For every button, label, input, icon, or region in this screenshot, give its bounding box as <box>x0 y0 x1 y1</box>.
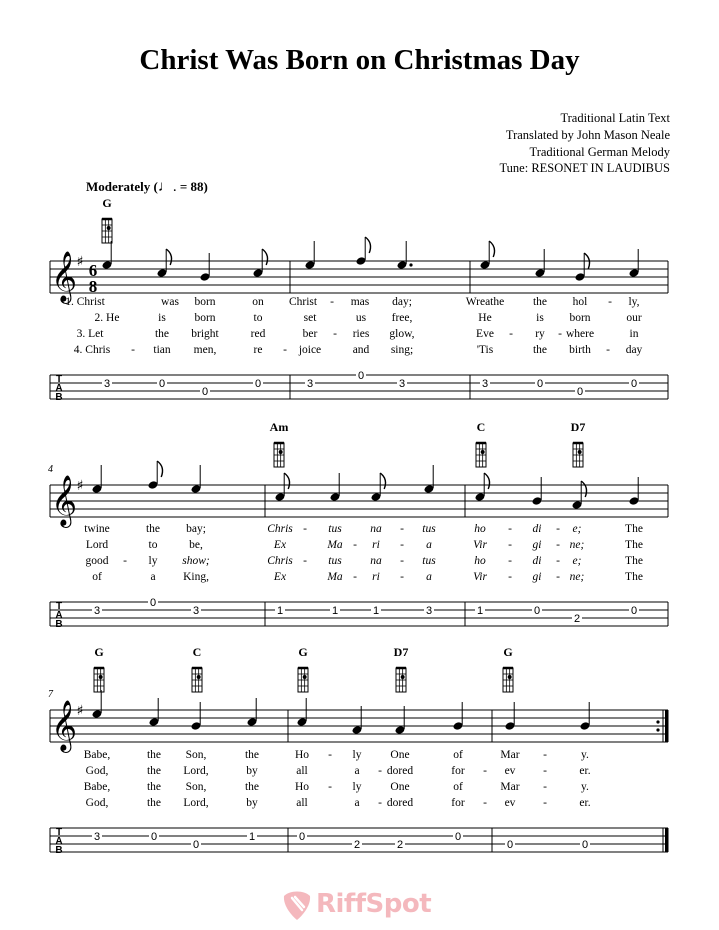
note-flag <box>489 241 494 257</box>
tab-fret-number: 2 <box>396 839 404 851</box>
lyric-syllable: Ma <box>327 539 343 551</box>
lyric-syllable: ne; <box>569 539 585 551</box>
chord-finger-dot <box>99 675 103 679</box>
lyric-syllable: good <box>85 555 109 567</box>
lyric-syllable: day <box>625 344 643 356</box>
lyric-syllable: the <box>532 296 548 308</box>
note-flag <box>581 481 586 497</box>
tab-fret-number: 0 <box>630 605 638 617</box>
tab-clef-letter: T <box>55 827 63 838</box>
lyric-syllable: - <box>543 765 547 777</box>
lyric-syllable: - <box>508 539 512 551</box>
lyric-syllable: God, <box>85 797 109 809</box>
lyric-syllable: 'Tis <box>476 344 494 356</box>
lyric-syllable: God, <box>85 765 109 777</box>
tab-fret-number: 0 <box>254 378 262 390</box>
lyric-syllable: - <box>508 523 512 535</box>
lyric-syllable: a <box>150 571 156 583</box>
lyric-syllable: King, <box>183 571 209 583</box>
lyric-syllable: - <box>543 781 547 793</box>
lyric-syllable: He <box>478 312 492 324</box>
lyric-syllable: joice <box>298 344 322 356</box>
lyric-syllable: of <box>453 781 463 793</box>
lyric-syllable: born <box>194 296 216 308</box>
treble-clef-icon: 𝄞 <box>50 251 78 302</box>
chord-diagram-c <box>192 645 202 692</box>
chord-name: G <box>102 196 112 210</box>
chord-diagram-g <box>503 645 513 692</box>
lyric-syllable: bright <box>191 328 219 340</box>
lyric-syllable: - <box>606 344 610 356</box>
lyric-syllable: - <box>378 797 382 809</box>
logo-text: RiffSpot <box>316 889 432 919</box>
lyric-syllable: - <box>123 555 127 567</box>
lyric-syllable: tus <box>422 555 436 567</box>
lyric-syllable: Ma <box>327 571 343 583</box>
lyric-syllable: na <box>370 555 382 567</box>
tab-fret-number: 3 <box>93 831 101 843</box>
lyric-syllable: set <box>303 312 317 324</box>
lyric-syllable: Chris <box>267 555 293 567</box>
lyric-syllable: glow, <box>389 328 415 340</box>
lyric-syllable: of <box>453 749 463 761</box>
lyric-syllable: One <box>390 781 410 793</box>
lyric-syllable: to <box>253 312 263 324</box>
chord-finger-dot <box>578 450 582 454</box>
credit-melody: Traditional German Melody <box>529 145 670 159</box>
chord-diagram-g <box>298 645 308 692</box>
dotted-quarter-note-icon: ♩. <box>157 179 177 195</box>
tab-fret-number: 3 <box>192 605 200 617</box>
lyric-syllable: - <box>303 523 307 535</box>
note-flag <box>262 249 267 265</box>
lyric-syllable: Son, <box>185 781 207 793</box>
key-sharp-icon: ♯ <box>76 703 84 719</box>
lyric-syllable: er. <box>579 765 591 777</box>
lyric-syllable: - <box>543 797 547 809</box>
lyric-syllable: by <box>246 797 258 809</box>
chord-name: G <box>503 645 513 659</box>
tab-clef-letter: B <box>55 845 63 856</box>
lyric-syllable: 4. Chris <box>73 344 111 356</box>
lyric-syllable: the <box>146 765 162 777</box>
lyric-syllable: us <box>355 312 367 324</box>
tab-fret-number: 0 <box>536 378 544 390</box>
credit-tune: Tune: RESONET IN LAUDIBUS <box>499 161 670 175</box>
tab-fret-number: 1 <box>331 605 339 617</box>
lyric-syllable: - <box>483 797 487 809</box>
lyric-syllable: is <box>158 312 166 324</box>
chord-name: D7 <box>393 645 409 659</box>
chord-name: C <box>192 645 202 659</box>
tab-clef-letter: A <box>55 610 63 621</box>
lyric-syllable: The <box>625 523 643 535</box>
lyric-syllable: sing; <box>390 344 414 356</box>
lyric-syllable: - <box>330 296 334 308</box>
lyric-syllable: ev <box>504 765 516 777</box>
tab-fret-number: 0 <box>150 831 158 843</box>
lyric-syllable: - <box>353 539 357 551</box>
lyric-syllable: Eve <box>476 328 494 340</box>
lyric-syllable: - <box>400 555 404 567</box>
note-flag <box>157 461 162 477</box>
lyric-syllable: born <box>569 312 591 324</box>
lyric-syllable: The <box>625 539 643 551</box>
lyric-syllable: - <box>556 571 560 583</box>
lyric-syllable: Lord <box>85 539 109 551</box>
note-flag <box>484 473 489 489</box>
lyric-syllable: ho <box>474 555 486 567</box>
lyric-syllable: a <box>354 797 360 809</box>
tab-fret-number: 0 <box>192 839 200 851</box>
lyric-syllable: hol <box>572 296 588 308</box>
note-dot <box>409 263 412 266</box>
lyric-syllable: ber <box>302 328 318 340</box>
tab-fret-number: 0 <box>149 597 157 609</box>
lyric-syllable: e; <box>572 555 582 567</box>
chord-name: Am <box>269 420 289 434</box>
tempo-label: Moderately <box>86 179 151 194</box>
lyric-syllable: the <box>145 523 161 535</box>
tab-clef-letter: A <box>55 836 63 847</box>
lyric-syllable: er. <box>579 797 591 809</box>
credit-text: Traditional Latin Text <box>560 111 670 125</box>
chord-finger-dot <box>508 675 512 679</box>
tab-fret-number: 3 <box>103 378 111 390</box>
measure-number: 4 <box>48 464 53 475</box>
lyric-syllable: - <box>608 296 612 308</box>
tab-clef-letter: A <box>55 383 63 394</box>
tab-fret-number: 0 <box>581 839 589 851</box>
lyric-syllable: Babe, <box>83 781 111 793</box>
tab-fret-number: 3 <box>398 378 406 390</box>
lyric-syllable: by <box>246 765 258 777</box>
lyric-syllable: be, <box>189 539 203 551</box>
tab-fret-number: 2 <box>353 839 361 851</box>
lyric-syllable: tian <box>153 344 171 356</box>
lyric-syllable: birth <box>569 344 591 356</box>
key-sharp-icon: ♯ <box>76 254 84 270</box>
tab-fret-number: 1 <box>248 831 256 843</box>
chord-diagram-c <box>476 420 486 467</box>
tab-fret-number: 1 <box>476 605 484 617</box>
chord-finger-dot <box>481 450 485 454</box>
lyric-syllable: Mar <box>500 781 520 793</box>
time-signature-bottom: 8 <box>88 277 98 296</box>
lyric-syllable: tus <box>422 523 436 535</box>
lyric-syllable: was <box>161 296 179 308</box>
lyric-syllable: our <box>626 312 642 324</box>
chord-name: G <box>298 645 308 659</box>
lyric-syllable: Vir <box>473 539 487 551</box>
tab-fret-number: 0 <box>158 378 166 390</box>
lyric-syllable: Ho <box>294 749 310 761</box>
lyric-syllable: 3. Let <box>76 328 104 340</box>
lyric-syllable: Lord, <box>183 797 209 809</box>
tab-fret-number: 0 <box>201 386 209 398</box>
lyric-syllable: - <box>303 555 307 567</box>
lyric-syllable: - <box>556 555 560 567</box>
lyric-syllable: - <box>400 571 404 583</box>
lyric-syllable: all <box>296 765 308 777</box>
lyric-syllable: One <box>390 749 410 761</box>
chord-finger-dot <box>401 675 405 679</box>
lyric-syllable: y. <box>581 781 589 793</box>
chord-finger-dot <box>279 450 283 454</box>
lyric-syllable: - <box>558 328 562 340</box>
lyric-syllable: re <box>253 344 263 356</box>
lyric-syllable: na <box>370 523 382 535</box>
chord-name: D7 <box>570 420 586 434</box>
tab-fret-number: 0 <box>576 386 584 398</box>
lyric-syllable: a <box>354 765 360 777</box>
lyric-syllable: ly <box>148 555 158 567</box>
lyric-syllable: the <box>146 797 162 809</box>
lyric-syllable: born <box>194 312 216 324</box>
note-flag <box>365 237 370 253</box>
lyric-syllable: twine <box>84 523 110 535</box>
tab-fret-number: 0 <box>357 370 365 382</box>
tab-clef-letter: B <box>55 392 63 403</box>
tab-clef-letter: B <box>55 619 63 630</box>
tab-fret-number: 1 <box>372 605 380 617</box>
lyric-syllable: e; <box>572 523 582 535</box>
lyric-syllable: Christ <box>288 296 318 308</box>
lyric-syllable: ly <box>352 781 362 793</box>
lyric-syllable: - <box>543 749 547 761</box>
lyric-syllable: ly <box>352 749 362 761</box>
lyric-syllable: mas <box>350 296 370 308</box>
lyric-syllable: 2. He <box>94 312 120 324</box>
lyric-syllable: dored <box>386 797 414 809</box>
lyric-syllable: the <box>244 781 260 793</box>
lyric-syllable: - <box>400 539 404 551</box>
lyric-syllable: Son, <box>185 749 207 761</box>
tab-fret-number: 0 <box>454 831 462 843</box>
lyric-syllable: of <box>92 571 102 583</box>
riffspot-logo <box>276 886 446 926</box>
lyric-syllable: The <box>625 571 643 583</box>
chord-name: C <box>476 420 486 434</box>
lyric-syllable: a <box>426 571 432 583</box>
lyric-syllable: free, <box>391 312 413 324</box>
lyric-syllable: - <box>508 571 512 583</box>
lyric-syllable: ne; <box>569 571 585 583</box>
note-flag <box>380 473 385 489</box>
note-flag <box>166 249 171 265</box>
song-title: Christ Was Born on Christmas Day <box>139 44 580 76</box>
lyric-syllable: ries <box>352 328 370 340</box>
lyric-syllable: show; <box>182 555 210 567</box>
lyric-syllable: the <box>244 749 260 761</box>
lyric-syllable: all <box>296 797 308 809</box>
lyric-syllable: Lord, <box>183 765 209 777</box>
treble-clef-icon: 𝄞 <box>50 700 78 751</box>
measure-number: 7 <box>48 689 53 700</box>
tab-fret-number: 0 <box>506 839 514 851</box>
lyric-syllable: - <box>556 539 560 551</box>
lyric-syllable: for <box>451 765 465 777</box>
lyric-syllable: for <box>451 797 465 809</box>
lyric-syllable: red <box>250 328 266 340</box>
lyric-syllable: Chris <box>267 523 293 535</box>
guitar-pick-icon <box>280 888 314 922</box>
tab-fret-number: 0 <box>298 831 306 843</box>
lyric-syllable: the <box>146 781 162 793</box>
lyric-syllable: Vir <box>473 571 487 583</box>
chord-diagram-g <box>94 645 104 692</box>
lyric-syllable: - <box>509 328 513 340</box>
chord-diagram-d7 <box>394 645 409 692</box>
lyric-syllable: ri <box>372 571 380 583</box>
lyric-syllable: - <box>483 765 487 777</box>
tab-fret-number: 0 <box>533 605 541 617</box>
lyric-syllable: the <box>532 344 548 356</box>
lyric-syllable: tus <box>328 555 342 567</box>
lyric-syllable: ly, <box>628 296 640 308</box>
lyric-syllable: and <box>352 344 370 356</box>
chord-finger-dot <box>303 675 307 679</box>
lyric-syllable: - <box>400 523 404 535</box>
repeat-dot <box>656 720 659 723</box>
lyric-syllable: ev <box>504 797 516 809</box>
lyric-syllable: Babe, <box>83 749 111 761</box>
lyric-syllable: tus <box>328 523 342 535</box>
lyric-syllable: men, <box>193 344 217 356</box>
lyric-syllable: - <box>283 344 287 356</box>
lyric-syllable: di <box>532 523 542 535</box>
final-barline-thick <box>665 710 669 742</box>
lyric-syllable: di <box>532 555 542 567</box>
lyric-syllable: gi <box>532 539 542 551</box>
lyric-syllable: Ex <box>273 539 287 551</box>
lyric-syllable: gi <box>532 571 542 583</box>
lyric-syllable: a <box>426 539 432 551</box>
tempo-close: ) <box>203 179 208 194</box>
lyric-syllable: - <box>353 571 357 583</box>
tab-fret-number: 3 <box>481 378 489 390</box>
chord-diagram-g <box>102 196 112 243</box>
lyric-syllable: is <box>536 312 544 324</box>
lyric-syllable: Wreathe <box>465 296 505 308</box>
repeat-dot <box>656 728 659 731</box>
tab-fret-number: 0 <box>630 378 638 390</box>
tab-fret-number: 1 <box>276 605 284 617</box>
lyric-syllable: - <box>131 344 135 356</box>
lyric-syllable: - <box>333 328 337 340</box>
lyric-syllable: 1. Christ <box>65 296 105 308</box>
lyric-syllable: Ho <box>294 781 310 793</box>
lyric-syllable: - <box>378 765 382 777</box>
lyric-syllable: to <box>148 539 158 551</box>
chord-diagram-d7 <box>571 420 586 467</box>
credit-translation: Translated by John Mason Neale <box>505 128 670 142</box>
lyric-syllable: ry <box>535 328 545 340</box>
chord-finger-dot <box>107 226 111 230</box>
lyric-syllable: The <box>625 555 643 567</box>
lyric-syllable: - <box>508 555 512 567</box>
lyric-syllable: dored <box>386 765 414 777</box>
lyric-syllable: y. <box>581 749 589 761</box>
lyric-syllable: ho <box>474 523 486 535</box>
chord-name: G <box>94 645 104 659</box>
note-flag <box>284 473 289 489</box>
time-signature-top: 6 <box>88 261 98 280</box>
lyric-syllable: on <box>252 296 264 308</box>
lyric-syllable: day; <box>392 296 412 308</box>
lyric-syllable: Mar <box>500 749 520 761</box>
key-sharp-icon: ♯ <box>76 478 84 494</box>
tab-clef-letter: T <box>55 374 63 385</box>
tab-fret-number: 3 <box>306 378 314 390</box>
lyric-syllable: - <box>556 523 560 535</box>
lyric-syllable: bay; <box>186 523 206 535</box>
tempo-open: ( <box>153 179 158 194</box>
tab-clef-letter: T <box>55 601 63 612</box>
lyric-syllable: - <box>328 749 332 761</box>
lyric-syllable: where <box>565 328 595 340</box>
tab-fret-number: 3 <box>425 605 433 617</box>
tab-final-thick <box>665 828 669 852</box>
treble-clef-icon: 𝄞 <box>50 475 78 526</box>
lyric-syllable: Ex <box>273 571 287 583</box>
chord-diagram-am <box>270 420 289 467</box>
chord-finger-dot <box>197 675 201 679</box>
tab-fret-number: 2 <box>573 613 581 625</box>
tempo-value: = 88 <box>179 179 204 194</box>
lyric-syllable: - <box>328 781 332 793</box>
lyric-syllable: in <box>629 328 639 340</box>
lyric-syllable: the <box>146 749 162 761</box>
lyric-syllable: ri <box>372 539 380 551</box>
tab-fret-number: 3 <box>93 605 101 617</box>
lyric-syllable: the <box>154 328 170 340</box>
